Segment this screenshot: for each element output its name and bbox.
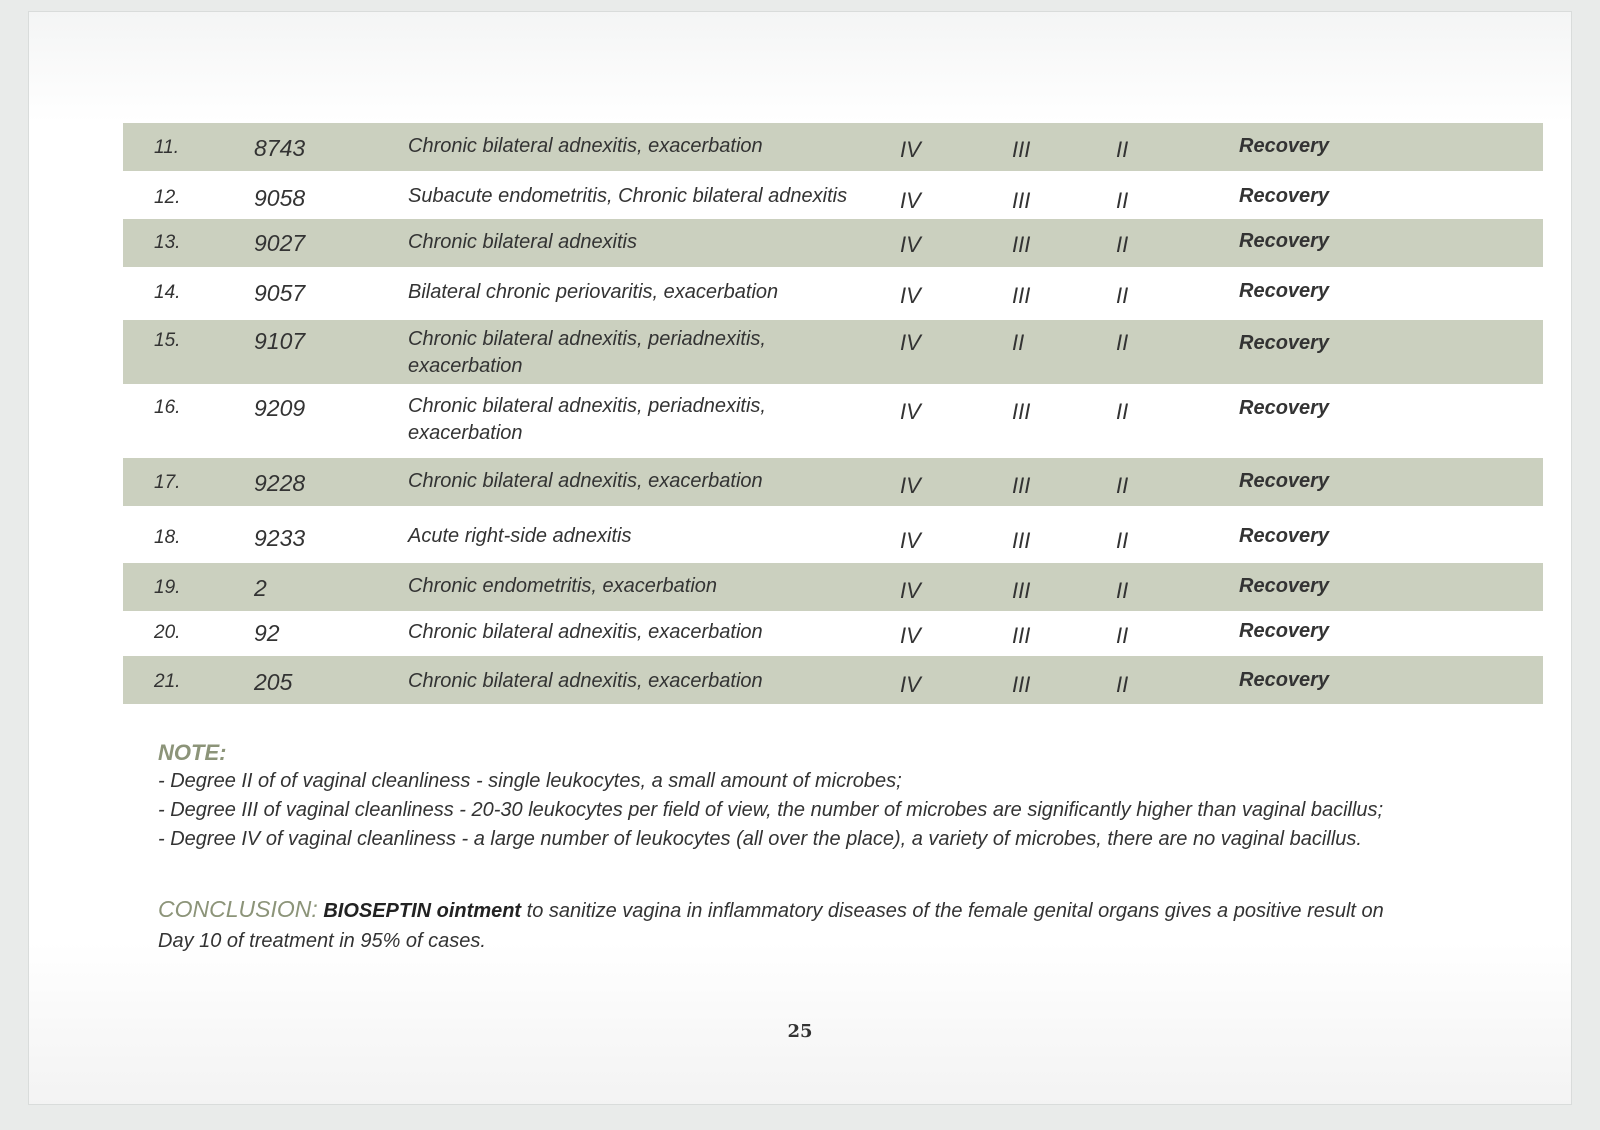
- patient-id: 2: [254, 575, 267, 601]
- row-number: 16.: [154, 397, 181, 418]
- table-row: [123, 506, 1543, 563]
- result: Recovery: [1239, 575, 1330, 597]
- conclusion-text: to sanitize vagina in inflammatory diseases of the female genital organs gives a positive result on Day 10 of treatment in 95% of cases.: [158, 900, 1384, 952]
- result: Recovery: [1239, 185, 1330, 207]
- row-number: 19.: [154, 577, 181, 598]
- degree-before: IV: [900, 330, 921, 355]
- diagnosis: Chronic bilateral adnexitis, exacerbation: [408, 670, 763, 692]
- degree-day5: III: [1012, 578, 1031, 603]
- patient-id: 9057: [254, 280, 306, 306]
- table-row: [123, 171, 1543, 219]
- degree-before: IV: [900, 528, 921, 553]
- row-number: 12.: [154, 187, 181, 208]
- table-row: [123, 267, 1543, 320]
- degree-before: IV: [900, 232, 921, 257]
- diagnosis: Chronic bilateral adnexitis: [408, 231, 638, 253]
- row-number: 13.: [154, 232, 181, 253]
- degree-day10: II: [1116, 283, 1129, 308]
- note-line: - Degree II of of vaginal cleanliness - single leukocytes, a small amount of microbes;: [158, 770, 902, 792]
- table-row: [123, 563, 1543, 611]
- product-name: BIOSEPTIN ointment: [323, 900, 522, 922]
- result: Recovery: [1239, 620, 1330, 642]
- row-number: 17.: [154, 472, 181, 493]
- table-row: [123, 656, 1543, 704]
- patient-id: 9107: [254, 328, 306, 354]
- degree-before: IV: [900, 578, 921, 603]
- result: Recovery: [1239, 525, 1330, 547]
- degree-day10: II: [1116, 623, 1129, 648]
- row-number: 20.: [154, 622, 181, 643]
- degree-day5: III: [1012, 473, 1031, 498]
- degree-day5: III: [1012, 232, 1031, 257]
- diagnosis: Subacute endometritis, Chronic bilateral adnexitis: [408, 185, 848, 207]
- diagnosis: Chronic bilateral adnexitis, periadnexitis, exacerbation: [408, 395, 766, 444]
- table-row: [123, 611, 1543, 656]
- patient-id: 92: [254, 620, 280, 646]
- degree-day5: III: [1012, 672, 1031, 697]
- diagnosis: Chronic endometritis, exacerbation: [408, 575, 718, 597]
- degree-day10: II: [1116, 137, 1129, 162]
- table-row: [123, 384, 1543, 458]
- degree-day10: II: [1116, 188, 1129, 213]
- degree-day10: II: [1116, 578, 1129, 603]
- degree-before: IV: [900, 672, 921, 697]
- degree-day10: II: [1116, 528, 1129, 553]
- diagnosis: Bilateral chronic periovaritis, exacerbation: [408, 281, 779, 303]
- degree-before: IV: [900, 283, 921, 308]
- table-row: [123, 320, 1543, 384]
- degree-day5: III: [1012, 188, 1031, 213]
- result: Recovery: [1239, 280, 1330, 302]
- conclusion-paragraph: [158, 894, 1398, 956]
- table-row: [123, 219, 1543, 267]
- degree-day5: III: [1012, 137, 1031, 162]
- result: Recovery: [1239, 669, 1330, 691]
- degree-day10: II: [1116, 473, 1129, 498]
- degree-day5: III: [1012, 399, 1031, 424]
- degree-day5: II: [1012, 330, 1025, 355]
- degree-before: IV: [900, 188, 921, 213]
- table-row: [123, 123, 1543, 171]
- patient-id: 9228: [254, 470, 306, 496]
- patient-id: 9233: [254, 525, 306, 551]
- result: Recovery: [1239, 135, 1330, 157]
- patient-id: 9209: [254, 395, 306, 421]
- patient-id: 8743: [254, 135, 306, 161]
- result: Recovery: [1239, 470, 1330, 492]
- degree-day5: III: [1012, 623, 1031, 648]
- diagnosis: Acute right-side adnexitis: [408, 525, 632, 547]
- degree-day10: II: [1116, 330, 1129, 355]
- row-number: 15.: [154, 330, 181, 351]
- diagnosis: Chronic bilateral adnexitis, periadnexitis, exacerbation: [408, 328, 766, 377]
- degree-day10: II: [1116, 232, 1129, 257]
- degree-before: IV: [900, 473, 921, 498]
- row-number: 18.: [154, 527, 181, 548]
- note-line: - Degree III of vaginal cleanliness - 20-30 leukocytes per field of view, the number of microbes are significantly higher than vaginal bacillus;: [158, 799, 1384, 821]
- degree-before: IV: [900, 137, 921, 162]
- diagnosis: Chronic bilateral adnexitis, exacerbation: [408, 470, 763, 492]
- table-row: [123, 458, 1543, 506]
- page-number: 25: [787, 1021, 813, 1042]
- diagnosis: Chronic bilateral adnexitis, exacerbation: [408, 621, 763, 643]
- conclusion-label: CONCLUSION:: [158, 896, 318, 922]
- row-number: 21.: [154, 671, 181, 692]
- results-table: [123, 123, 1543, 704]
- patient-id: 9058: [254, 185, 306, 211]
- degree-before: IV: [900, 399, 921, 424]
- degree-day10: II: [1116, 672, 1129, 697]
- row-number: 11.: [154, 137, 180, 158]
- row-number: 14.: [154, 282, 181, 303]
- patient-id: 205: [254, 669, 293, 695]
- note-title: NOTE:: [158, 740, 227, 765]
- degree-before: IV: [900, 623, 921, 648]
- degree-day5: III: [1012, 283, 1031, 308]
- degree-day5: III: [1012, 528, 1031, 553]
- degree-day10: II: [1116, 399, 1129, 424]
- diagnosis: Chronic bilateral adnexitis, exacerbation: [408, 135, 763, 157]
- result: Recovery: [1239, 332, 1330, 354]
- result: Recovery: [1239, 397, 1330, 419]
- result: Recovery: [1239, 230, 1330, 252]
- patient-id: 9027: [254, 230, 306, 256]
- notes-section: [158, 738, 1498, 854]
- note-line: - Degree IV of vaginal cleanliness - a large number of leukocytes (all over the place), a variety of microbes, there are no vaginal bacillus.: [158, 828, 1362, 850]
